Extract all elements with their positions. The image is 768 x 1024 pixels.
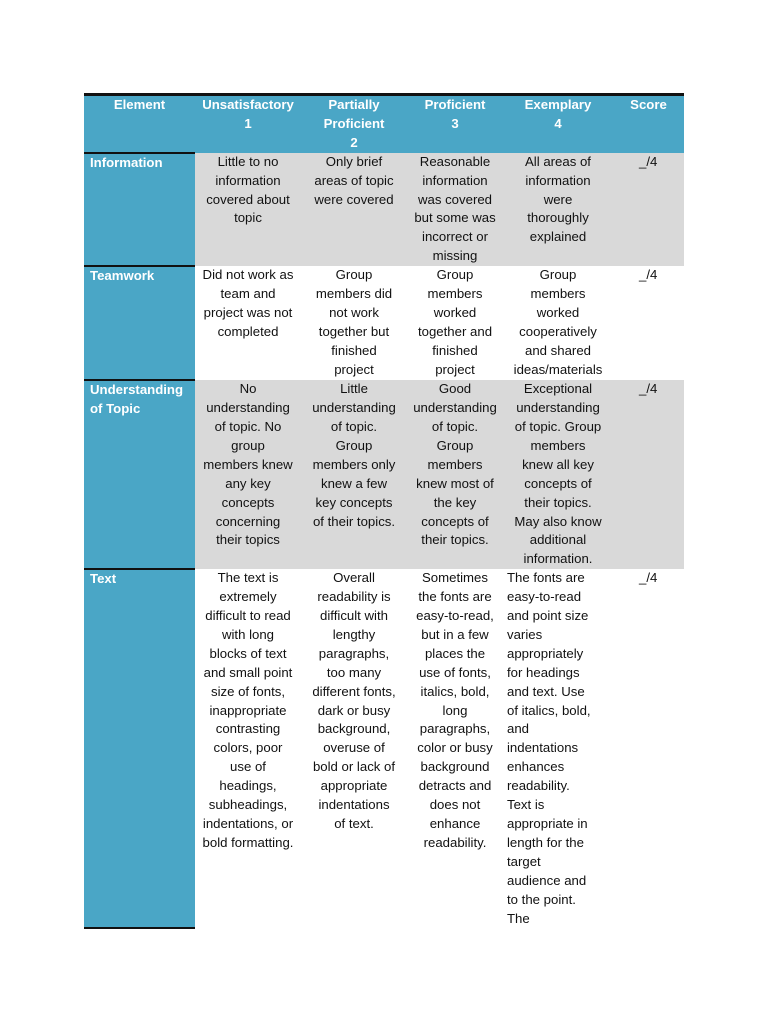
header-exemplary: Exemplary 4 (524, 97, 592, 131)
cell-score: _/4 (613, 266, 684, 380)
rubric-header (84, 95, 684, 153)
header-proficient: Proficient 3 (424, 97, 486, 131)
row-label-teamwork: Teamwork (84, 266, 195, 380)
header-unsatisfactory: Unsatisfactory 1 (202, 97, 294, 131)
header-partially-proficient: Partially Proficient 2 (323, 97, 385, 150)
cell-proficient: Reasonable information was covered but some was incorrect or missing (407, 153, 503, 266)
cell-exemplary: All areas of information were thoroughly explained (503, 153, 613, 266)
cell-unsatisfactory: The text is extremely difficult to read with long blocks of text and small point size of fonts, inappropriate contrasting colors, poor use of headings, subheadings, indentations, or bold formatting. (195, 569, 301, 928)
cell-proficient: Sometimes the fonts are easy-to-read, but in a few places the use of fonts, italics, bold, long paragraphs, color or busy background detracts and does not enhance readability. (407, 569, 503, 928)
cell-exemplary: Exceptional understanding of topic. Group members knew all key concepts of their topics. May also know additional information. (503, 380, 613, 569)
row-label-text: Text (84, 569, 195, 928)
cell-score: _/4 (613, 380, 684, 569)
table-row (84, 569, 684, 928)
table-row (84, 266, 684, 380)
table-row (84, 380, 684, 569)
header-row (84, 95, 684, 153)
cell-partially-proficient: Only brief areas of topic were covered (301, 153, 407, 266)
cell-score: _/4 (613, 153, 684, 266)
cell-exemplary: The fonts are easy-to-read and point size varies appropriately for headings and text. Use of italics, bold, and indentations enhances readability. Text is appropriate in length for the target audience and to the point. The (503, 569, 613, 928)
cell-unsatisfactory: No understanding of topic. No group members knew any key concepts concerning their topics (195, 380, 301, 569)
row-label-information: Information (84, 153, 195, 266)
table-row (84, 153, 684, 266)
row-label-understanding-of-topic: Understanding of Topic (84, 380, 195, 569)
cell-score: _/4 (613, 569, 684, 928)
header-score: Score (630, 97, 667, 112)
rubric-table (84, 93, 684, 929)
cell-partially-proficient: Little understanding of topic. Group members only knew a few key concepts of their topics. (301, 380, 407, 569)
rubric-body (84, 153, 684, 929)
cell-unsatisfactory: Did not work as team and project was not completed (195, 266, 301, 380)
cell-proficient: Group members worked together and finished project (407, 266, 503, 380)
cell-partially-proficient: Group members did not work together but finished project (301, 266, 407, 380)
header-element: Element (113, 97, 166, 112)
cell-exemplary: Group members worked cooperatively and shared ideas/materials (503, 266, 613, 380)
cell-proficient: Good understanding of topic. Group members knew most of the key concepts of their topics. (407, 380, 503, 569)
cell-unsatisfactory: Little to no information covered about topic (195, 153, 301, 266)
cell-partially-proficient: Overall readability is difficult with lengthy paragraphs, too many different fonts, dark or busy background, overuse of bold or lack of appropriate indentations of text. (301, 569, 407, 928)
